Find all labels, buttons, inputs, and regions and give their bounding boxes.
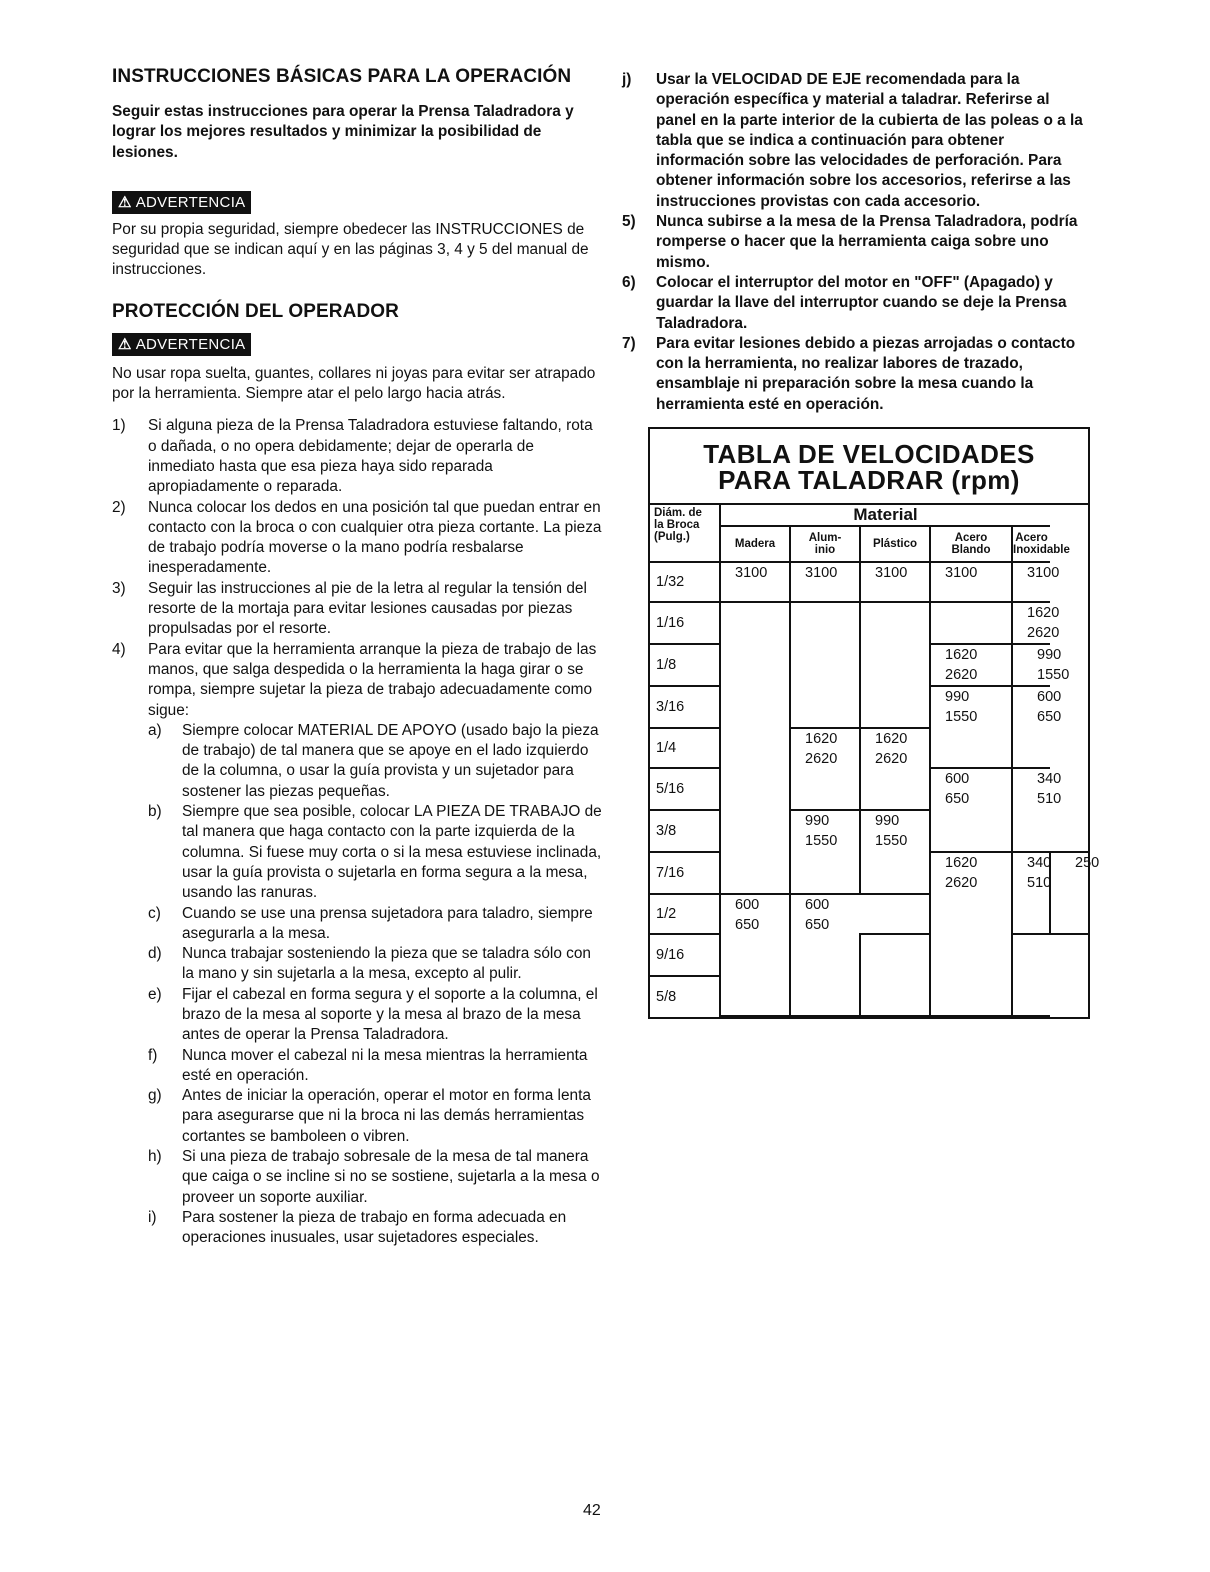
value: 990 (875, 813, 900, 829)
sub-item (148, 721, 604, 802)
value-cell (790, 810, 860, 894)
item-number: 7) (622, 334, 636, 352)
value: 1550 (875, 833, 908, 849)
value: 3100 (1027, 565, 1060, 581)
item-text-block (148, 640, 604, 1249)
value: 1550 (805, 833, 838, 849)
list-item (112, 416, 604, 497)
value: 1620 (1027, 605, 1060, 621)
sub-text: Siempre colocar MATERIAL DE APOYO (usado bajo la pieza de trabajo) de tal manera que se apoye en el lado izquierdo de la columna, o usar la guía provista y un sujetador para sostener las piezas pequeñas. (182, 721, 599, 800)
sub-item (148, 1046, 604, 1087)
warning-label-2 (112, 333, 251, 356)
value-cell (720, 602, 790, 894)
col-acero-i-1: Acero (1015, 532, 1048, 544)
drill-speed-table (648, 427, 1100, 1019)
sub-letter: f) (148, 1046, 158, 1064)
value-cell (1012, 934, 1050, 1016)
value: 340 (1027, 855, 1052, 871)
list-item (622, 70, 1092, 212)
size-cell: 1/4 (650, 728, 720, 768)
table-title-line-2: PARA TALADRAR (rpm) (718, 465, 1020, 495)
list-item (112, 498, 604, 579)
diam-label-1: Diám. de (654, 507, 702, 519)
value: 600 (805, 897, 830, 913)
value: 3100 (945, 565, 978, 581)
sub-text: Cuando se use una prensa sujetadora para taladro, siempre asegurarla a la mesa. (182, 904, 593, 942)
value: 1620 (945, 647, 978, 663)
warning-label-1 (112, 191, 251, 214)
value-cell (860, 602, 930, 728)
value: 3100 (735, 565, 768, 581)
sub-letter: d) (148, 945, 162, 963)
value: 600 (945, 771, 970, 787)
item-number: 4) (112, 640, 126, 658)
sub-letter: c) (148, 904, 161, 922)
item-text: Para evitar que la herramienta arranque la pieza de trabajo de las manos, que salga despedida o la herramienta la haga girar o se rompa, siempre sujetar la pieza de trabajo adecuadamente como sigue: (148, 640, 597, 719)
col-alum-2: inio (814, 544, 836, 556)
sub-text: Antes de iniciar la operación, operar el motor en forma lenta para asegurarse que ni la broca ni las demás herramientas cortantes se bamboleen o vibren. (182, 1087, 591, 1145)
size-cell: 9/16 (650, 934, 720, 976)
value: 650 (1037, 709, 1062, 725)
value: 1620 (805, 731, 838, 747)
value-cell (790, 894, 860, 1016)
value: 1550 (945, 709, 978, 725)
value: 1620 (945, 855, 978, 871)
value-cell (930, 686, 1012, 768)
value: 2620 (945, 667, 978, 683)
page-number: 42 (583, 1502, 601, 1519)
size-cell: 5/16 (650, 768, 720, 810)
col-acero-blando (930, 526, 1012, 562)
diameter-header (650, 505, 720, 562)
item-number: 2) (112, 498, 126, 516)
size-cell: 7/16 (650, 852, 720, 894)
value-cell (790, 728, 860, 810)
list-item (112, 640, 604, 1249)
col-plastico: Plástico (860, 526, 930, 562)
value: 650 (945, 791, 970, 807)
size-cell: 5/8 (650, 976, 720, 1016)
heading-basic-instructions: INSTRUCCIONES BÁSICAS PARA LA OPERACIÓN (112, 66, 572, 87)
list-item (112, 579, 604, 640)
value-cell (860, 562, 930, 602)
warning-triangle-icon: ⚠ (118, 335, 132, 353)
size-cell: 1/16 (650, 602, 720, 644)
diam-label-3: (Pulg.) (654, 531, 690, 543)
list-item (622, 212, 1092, 273)
sub-list (148, 721, 604, 1249)
value: 250 (1075, 855, 1100, 871)
col-acero-inox (1012, 526, 1070, 562)
value: 990 (805, 813, 830, 829)
value-cell (930, 768, 1012, 852)
warning-box-2 (112, 333, 604, 356)
value-cell (720, 894, 790, 1016)
item-text: Seguir las instrucciones al pie de la letra al regular la tensión del resorte de la mortaja para evitar lesiones causadas por piezas propulsadas por el resorte. (148, 579, 587, 638)
col-madera: Madera (720, 526, 790, 562)
value: 2620 (1027, 625, 1060, 641)
sub-letter: i) (148, 1208, 157, 1226)
value-cell (1012, 768, 1062, 852)
sub-text: Para sostener la pieza de trabajo en forma adecuada en operaciones inusuales, usar sujetadores especiales. (182, 1208, 567, 1247)
sub-letter: a) (148, 721, 162, 739)
value: 3100 (875, 565, 908, 581)
left-column (112, 66, 604, 1249)
value: 3100 (805, 565, 838, 581)
value-cell (930, 562, 1012, 602)
value-cell (1012, 644, 1070, 686)
warning-triangle-icon: ⚠ (118, 193, 132, 211)
sub-item (148, 1208, 604, 1249)
item-number: 1) (112, 417, 126, 435)
sub-letter: e) (148, 985, 162, 1003)
value-cell (1012, 562, 1060, 602)
value-cell (790, 602, 860, 728)
material-header: Material (720, 505, 1050, 526)
warning-text-1: Por su propia seguridad, siempre obedecer las INSTRUCCIONES de seguridad que se indican aquí y en las páginas 3, 4 y 5 del manual de instrucciones. (112, 220, 589, 279)
sub-text: Si una pieza de trabajo sobresale de la mesa de tal manera que caiga o se incline si no se sostiene, sujetarla a la mesa o proveer un soporte auxiliar. (182, 1148, 600, 1206)
value-cell (930, 852, 1012, 1016)
value: 990 (1037, 647, 1062, 663)
col-acero-b-1: Acero (954, 532, 988, 544)
value-cell (720, 562, 790, 602)
value: 2620 (805, 751, 838, 767)
value: 650 (735, 917, 760, 933)
value: 600 (735, 897, 760, 913)
heading-operator-protection: PROTECCIÓN DEL OPERADOR (112, 300, 399, 322)
sub-letter: b) (148, 803, 162, 821)
value-cell (860, 810, 930, 894)
size-cell: 3/8 (650, 810, 720, 852)
list-item (622, 273, 1092, 334)
sub-text: Siempre que sea posible, colocar LA PIEZA DE TRABAJO de tal manera que haga contacto con la parte izquierda de la columna. Si fuese muy corta o si la mesa estuviese inclinada, usar la guía provista o sujetarla en forma segura a la mesa, usando las ranuras. (182, 803, 602, 902)
value-cell (1012, 852, 1050, 934)
value-cell (1012, 602, 1060, 644)
value-cell (1012, 686, 1062, 768)
sub-item (148, 944, 604, 985)
col-aluminio (790, 526, 860, 562)
value: 600 (1037, 689, 1062, 705)
item-text: Para evitar lesiones debido a piezas arrojadas o contacto con la herramienta, no realizar labores de trazado, ensamblaje ni preparación sobre la mesa cuando la herramienta esté en operación. (656, 334, 1076, 413)
item-text: Usar la VELOCIDAD DE EJE recomendada para la operación específica y material a taladrar. Referirse al panel en la parte interior de la cubierta de las poleas o a la tabla que se indica a continuación para obtener información sobre las velocidades de perforación. Para obtener información sobre los accesorios, referirse a las instrucciones provistas con cada accesorio. (656, 71, 1083, 210)
item-number: j) (622, 71, 632, 88)
sub-letter: g) (148, 1087, 162, 1105)
sub-item (148, 1147, 604, 1208)
value-cell (860, 934, 930, 1016)
col-acero-i-2: Inoxidable (1013, 544, 1070, 556)
col-acero-b-2: Blando (951, 544, 991, 556)
value: 510 (1037, 791, 1062, 807)
safety-list (112, 416, 604, 1248)
diam-label-2: la Broca (654, 519, 700, 531)
sub-item (148, 904, 604, 945)
value: 2620 (945, 875, 978, 891)
intro-paragraph: Seguir estas instrucciones para operar la Prensa Taladradora y lograr los mejores resultados y minimizar la posibilidad de lesiones. (112, 103, 574, 161)
value: 990 (945, 689, 970, 705)
table-title (650, 429, 1088, 505)
sub-item (148, 1086, 604, 1147)
right-column (622, 70, 1092, 415)
item-number: 5) (622, 213, 636, 231)
warning-label-text: ADVERTENCIA (135, 193, 246, 211)
warning-label-text: ADVERTENCIA (135, 335, 246, 353)
table-title-line-1: TABLA DE VELOCIDADES (703, 439, 1035, 469)
sub-item (148, 802, 604, 903)
size-cell: 1/32 (650, 562, 720, 602)
value: 1620 (875, 731, 908, 747)
sub-text: Nunca mover el cabezal ni la mesa mientras la herramienta esté en operación. (182, 1046, 588, 1084)
item-number: 3) (112, 579, 126, 597)
value-cell (930, 602, 1012, 644)
warning-text-2: No usar ropa suelta, guantes, collares ni joyas para evitar ser atrapado por la herramienta. Siempre atar el pelo largo hacia atrás. (112, 364, 596, 403)
item-text: Colocar el interruptor del motor en "OFF" (Apagado) y guardar la llave del interruptor cuando se deje la Prensa Taladradora. (656, 273, 1067, 332)
speed-grid (650, 505, 1100, 1017)
item-text: Nunca subirse a la mesa de la Prensa Taladradora, podría romperse o hacer que la herramienta caiga sobre uno mismo. (656, 213, 1078, 271)
value: 1550 (1037, 667, 1070, 683)
item-number: 6) (622, 273, 636, 291)
value-cell (930, 644, 1012, 686)
sub-text: Nunca trabajar sosteniendo la pieza que se taladra sólo con la mano y sin sujetarla a la mesa, excepto al pulir. (182, 945, 591, 983)
right-list (622, 70, 1092, 415)
value: 650 (805, 917, 830, 933)
list-item (622, 334, 1092, 415)
warning-box-1 (112, 191, 604, 214)
item-text: Nunca colocar los dedos en una posición tal que puedan entrar en contacto con la broca o con cualquier otra pieza cortante. La pieza de trabajo podría moverse o la mano podría resbalarse inesperadamente. (148, 498, 602, 577)
value: 510 (1027, 875, 1052, 891)
sub-item (148, 985, 604, 1046)
value: 340 (1037, 771, 1062, 787)
sub-text: Fijar el cabezal en forma segura y el soporte a la columna, el brazo de la mesa al soporte y la mesa al brazo de la mesa antes de operar la Prensa Taladradora. (182, 985, 598, 1044)
item-text: Si alguna pieza de la Prensa Taladradora estuviese faltando, rota o dañada, o no opera debidamente; dejar de operarla de inmediato hasta que esa pieza haya sido reparada apropiadamente o reparada. (148, 417, 593, 496)
size-cell: 1/8 (650, 644, 720, 686)
value-cell (1050, 852, 1100, 934)
size-cell: 1/2 (650, 894, 720, 934)
sub-letter: h) (148, 1148, 162, 1166)
size-cell: 3/16 (650, 686, 720, 728)
col-alum-1: Alum- (808, 532, 842, 544)
value: 2620 (875, 751, 908, 767)
value-cell (790, 562, 860, 602)
value-cell (860, 728, 930, 810)
